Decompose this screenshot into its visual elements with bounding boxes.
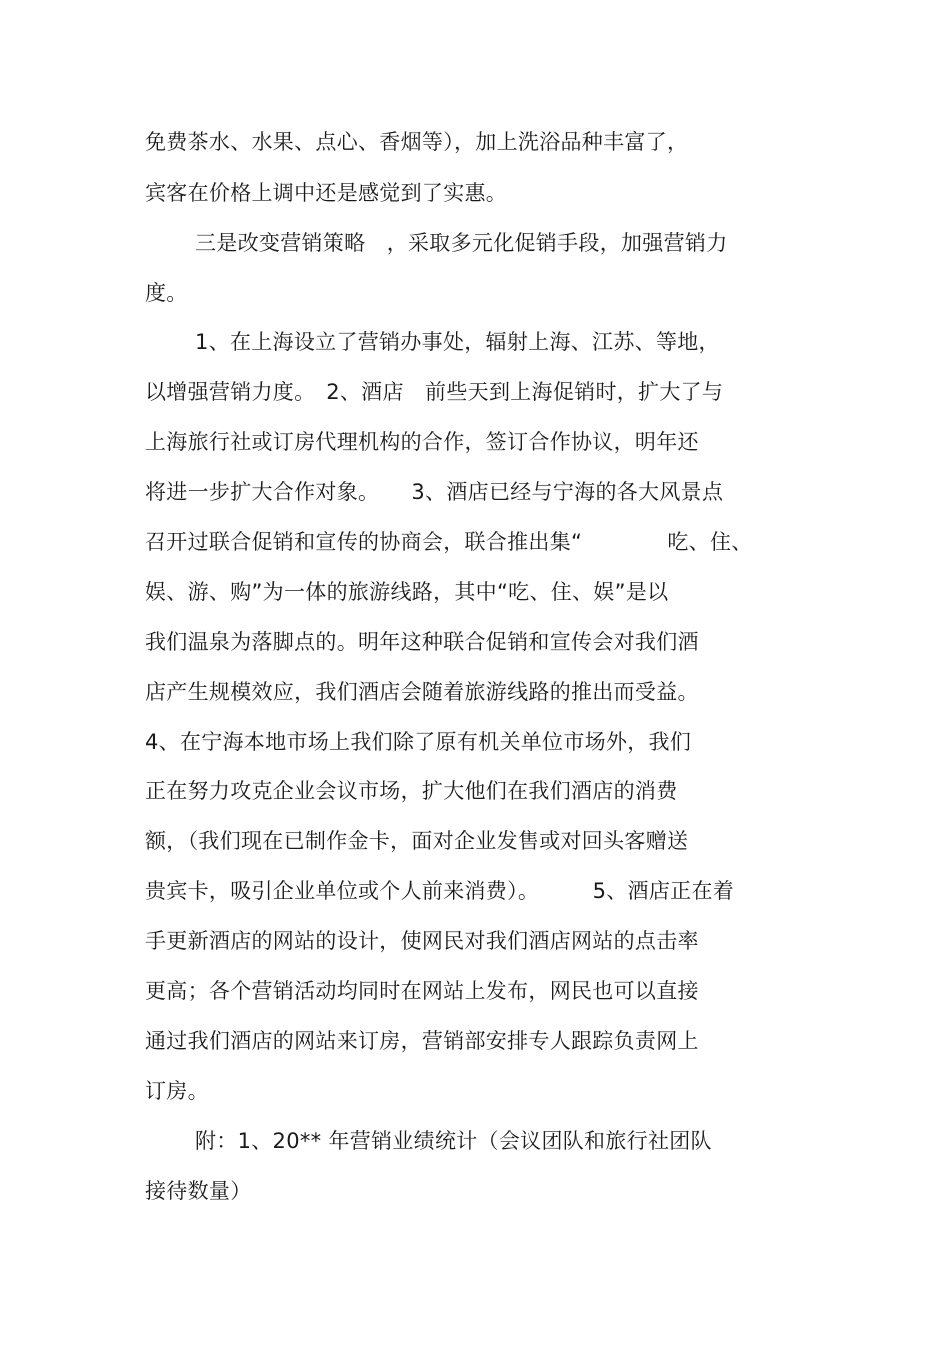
text-line-20: 订房。 [145,1079,209,1103]
text-line-18: 更高；各个营销活动均同时在网站上发布，网民也可以直接 [145,979,699,1003]
text-line-15: 额，（我们现在已制作金卡，面对企业发售或对回头客赠送 [145,829,689,853]
text-line-4: 度。 [145,281,188,305]
text-line-22: 接待数量） [145,1179,252,1203]
text-line-17: 手更新酒店的网站的设计，使网民对我们酒店网站的点击率 [145,929,699,953]
text-line-12: 店产生规模效应，我们酒店会随着旅游线路的推出而受益。 [145,680,699,704]
text-line-3: 三是改变营销策略 ，采取多元化促销手段，加强营销力 [195,231,728,255]
text-line-16: 贵宾卡，吸引企业单位或个人前来消费）。 5、酒店正在着 [145,879,735,903]
text-line-6: 以增强营销力度。 2、酒店 前些天到上海促销时，扩大了与 [145,380,724,404]
text-line-10: 娱、游、购”为一体的旅游线路，其中“吃、住、娱”是以 [145,580,669,604]
text-line-7: 上海旅行社或订房代理机构的合作，签订合作协议，明年还 [145,430,699,454]
text-line-11: 我们温泉为落脚点的。明年这种联合促销和宣传会对我们酒 [145,630,699,654]
text-line-2: 宾客在价格上调中还是感觉到了实惠。 [145,181,508,205]
text-line-14: 正在努力攻克企业会议市场，扩大他们在我们酒店的消费 [145,779,678,803]
text-line-8: 将进一步扩大合作对象。 3、酒店已经与宁海的各大风景点 [145,480,724,504]
text-line-21: 附：1、20** 年营销业绩统计（会议团队和旅行社团队 [195,1129,712,1153]
text-line-13: 4、在宁海本地市场上我们除了原有机关单位市场外，我们 [145,730,692,754]
text-line-19: 通过我们酒店的网站来订房，营销部安排专人跟踪负责网上 [145,1029,699,1053]
text-line-5: 1、在上海设立了营销办事处，辐射上海、江苏、等地， [195,330,720,354]
text-line-1: 免费茶水、水果、点心、香烟等），加上洗浴品种丰富了， [145,130,689,154]
text-line-9: 召开过联合促销和宣传的协商会，联合推出集“ 吃、住、 [145,530,753,554]
